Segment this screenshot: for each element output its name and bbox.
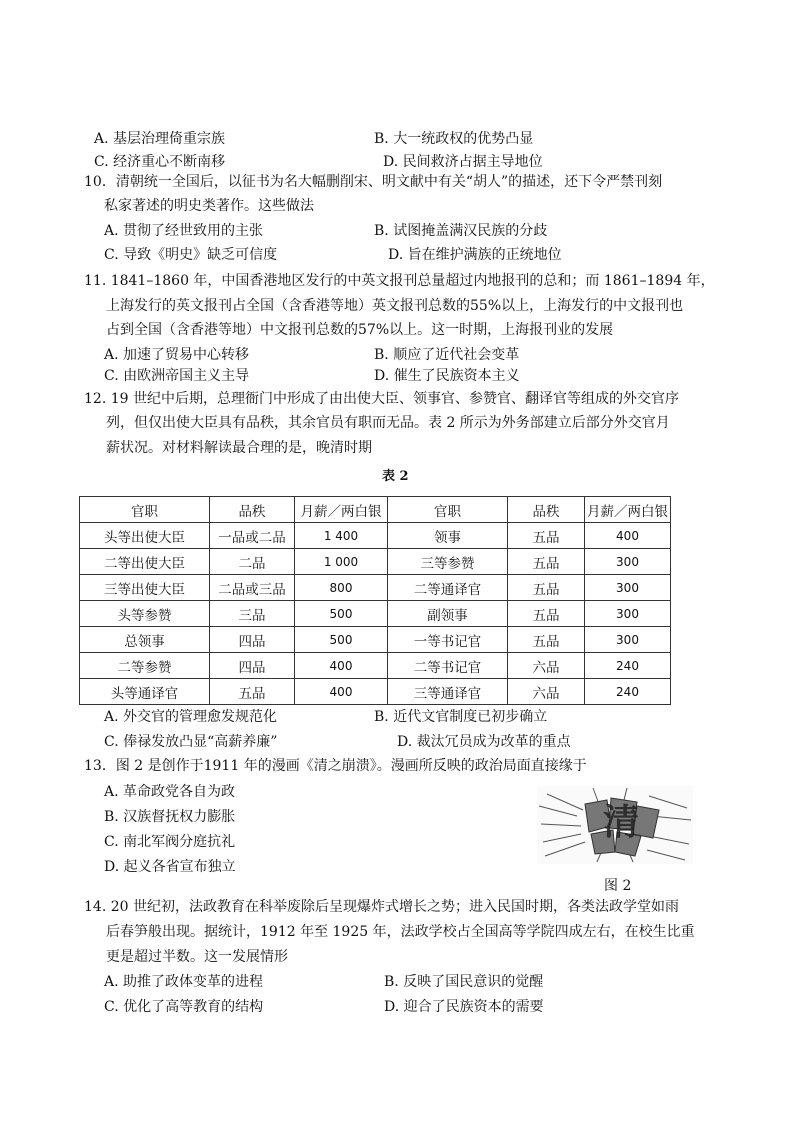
table-cell: 总领事 [80, 627, 210, 653]
table-cell: 二等出使大臣 [80, 549, 210, 575]
table-row [80, 523, 671, 549]
q13-option-d: D. 起义各省宣布独立 [104, 859, 236, 875]
table-cell: 二品或三品 [210, 575, 295, 601]
q14-option-b: B. 反映了国民意识的觉醒 [384, 974, 544, 990]
q10-option-d: D. 旨在维护满族的正统地位 [388, 247, 562, 263]
q10-option-b: B. 试图掩盖满汉民族的分歧 [374, 223, 548, 239]
q9-option-c: C. 经济重心不断南移 [94, 154, 226, 170]
q11-stem-line2: 上海发行的英文报刊占全国（含香港等地）英文报刊总数的55%以上，上海发行的中文报刊也 [106, 298, 684, 314]
table-cell: 二等参赞 [80, 653, 210, 679]
table-cell: 400 [585, 523, 671, 549]
q11-option-d: D. 催生了民族资本主义 [374, 368, 520, 384]
table-header: 月薪／两白银 [295, 497, 388, 523]
q14-option-d: D. 迎合了民族资本的需要 [384, 999, 544, 1015]
q11-stem-line3: 占到全国（含香港等地）中文报刊总数的57%以上。这一时期，上海报刊业的发展 [106, 322, 614, 338]
table-cell: 500 [295, 601, 388, 627]
table-cell: 四品 [210, 653, 295, 679]
table-cell: 500 [295, 627, 388, 653]
table-cell: 三等出使大臣 [80, 575, 210, 601]
q13-option-a: A. 革命政党各自为政 [104, 784, 236, 800]
table-cell: 头等参赞 [80, 601, 210, 627]
table-caption: 表 2 [382, 469, 409, 484]
q14-option-c: C. 优化了高等教育的结构 [104, 999, 264, 1015]
table-cell: 一品或二品 [210, 523, 295, 549]
table-cell: 六品 [508, 679, 585, 705]
table-row [80, 575, 671, 601]
table-cell: 400 [295, 679, 388, 705]
q12-stem-line3: 薪状况。对材料解读最合理的是，晚清时期 [106, 440, 372, 456]
table-cell: 400 [295, 653, 388, 679]
q14-stem-line1: 14. 20 世纪初，法政教育在科举废除后呈现爆炸式增长之势；进入民国时期，各类法政学堂如雨 [84, 899, 679, 915]
table-cell: 三品 [210, 601, 295, 627]
q14-stem-line2: 后春笋般出现。据统计，1912 年至 1925 年，法政学校占全国高等学院四成左右，在校生比重 [106, 924, 695, 940]
table-cell: 300 [585, 627, 671, 653]
q11-stem-line1: 11. 1841–1860 年，中国香港地区发行的中英文报刊总量超过内地报刊的总和；而 1861–1894 年， [84, 273, 715, 289]
table-cell: 二等通译官 [388, 575, 508, 601]
q9-option-d: D. 民间救济占据主导地位 [383, 154, 543, 170]
q12-option-c: C. 俸禄发放凸显“高薪养廉” [104, 734, 278, 750]
comic-character: 清 [602, 801, 640, 843]
table-header: 月薪／两白银 [585, 497, 671, 523]
table-cell: 五品 [508, 549, 585, 575]
q12-option-d: D. 裁汰冗员成为改革的重点 [397, 734, 571, 750]
q13-option-c: C. 南北军阀分庭抗礼 [104, 834, 236, 850]
qing-collapse-comic-image [537, 786, 693, 864]
table-row [80, 653, 671, 679]
q13-stem-line1: 13．图 2 是创作于1911 年的漫画《清之崩溃》。漫画所反映的政治局面直接缘于 [84, 758, 587, 774]
table-cell: 五品 [508, 601, 585, 627]
table-header-row [80, 497, 671, 523]
table-header: 官职 [80, 497, 210, 523]
table-cell: 头等出使大臣 [80, 523, 210, 549]
table-cell: 五品 [508, 523, 585, 549]
salary-table [79, 496, 671, 705]
q10-stem-line2: 私家著述的明史类著作。这些做法 [104, 198, 314, 214]
table-row [80, 627, 671, 653]
q9-option-a: A. 基层治理倚重宗族 [94, 131, 226, 147]
q10-option-c: C. 导致《明史》缺乏可信度 [104, 247, 278, 263]
table-cell: 300 [585, 575, 671, 601]
table-cell: 六品 [508, 653, 585, 679]
q10-stem-line1: 10．清朝统一全国后，以征书为名大幅删削宋、明文献中有关“胡人”的描述，还下令严禁刊刻 [84, 174, 663, 190]
table-cell: 五品 [210, 679, 295, 705]
table-cell: 1 000 [295, 549, 388, 575]
q11-option-b: B. 顺应了近代社会变革 [374, 347, 520, 363]
q9-option-b: B. 大一统政权的优势凸显 [374, 131, 534, 147]
q12-option-a: A. 外交官的管理愈发规范化 [104, 709, 278, 725]
q12-stem-line2: 列，但仅出使大臣具有品秩，其余官员有职而无品。表 2 所示为外务部建立后部分外交官月 [106, 415, 670, 431]
table-row [80, 549, 671, 575]
q11-option-a: A. 加速了贸易中心转移 [104, 347, 250, 363]
q12-stem-line1: 12. 19 世纪中后期，总理衙门中形成了由出使大臣、领事官、参赞官、翻译官等组成的外交官序 [84, 391, 679, 407]
table-header: 品秩 [508, 497, 585, 523]
table-cell: 五品 [508, 627, 585, 653]
table-cell: 240 [585, 679, 671, 705]
q14-stem-line3: 更是超过半数。这一发展情形 [106, 949, 288, 965]
table-cell: 二等书记官 [388, 653, 508, 679]
table-cell: 三等通译官 [388, 679, 508, 705]
table-cell: 800 [295, 575, 388, 601]
figure-caption: 图 2 [604, 878, 632, 894]
q13-option-b: B. 汉族督抚权力膨胀 [104, 809, 236, 825]
table-row [80, 679, 671, 705]
table-cell: 300 [585, 549, 671, 575]
q12-option-b: B. 近代文官制度已初步确立 [374, 709, 548, 725]
table-cell: 一等书记官 [388, 627, 508, 653]
table-header: 官职 [388, 497, 508, 523]
q14-option-a: A. 助推了政体变革的进程 [104, 974, 264, 990]
table-cell: 240 [585, 653, 671, 679]
table-cell: 四品 [210, 627, 295, 653]
table-cell: 领事 [388, 523, 508, 549]
table-cell: 副领事 [388, 601, 508, 627]
table-cell: 二品 [210, 549, 295, 575]
table-cell: 五品 [508, 575, 585, 601]
q11-option-c: C. 由欧洲帝国主义主导 [104, 368, 250, 384]
table-header: 品秩 [210, 497, 295, 523]
table-cell: 300 [585, 601, 671, 627]
table-cell: 头等通译官 [80, 679, 210, 705]
table-cell: 1 400 [295, 523, 388, 549]
q10-option-a: A. 贯彻了经世致用的主张 [104, 223, 264, 239]
table-row [80, 601, 671, 627]
table-cell: 三等参赞 [388, 549, 508, 575]
